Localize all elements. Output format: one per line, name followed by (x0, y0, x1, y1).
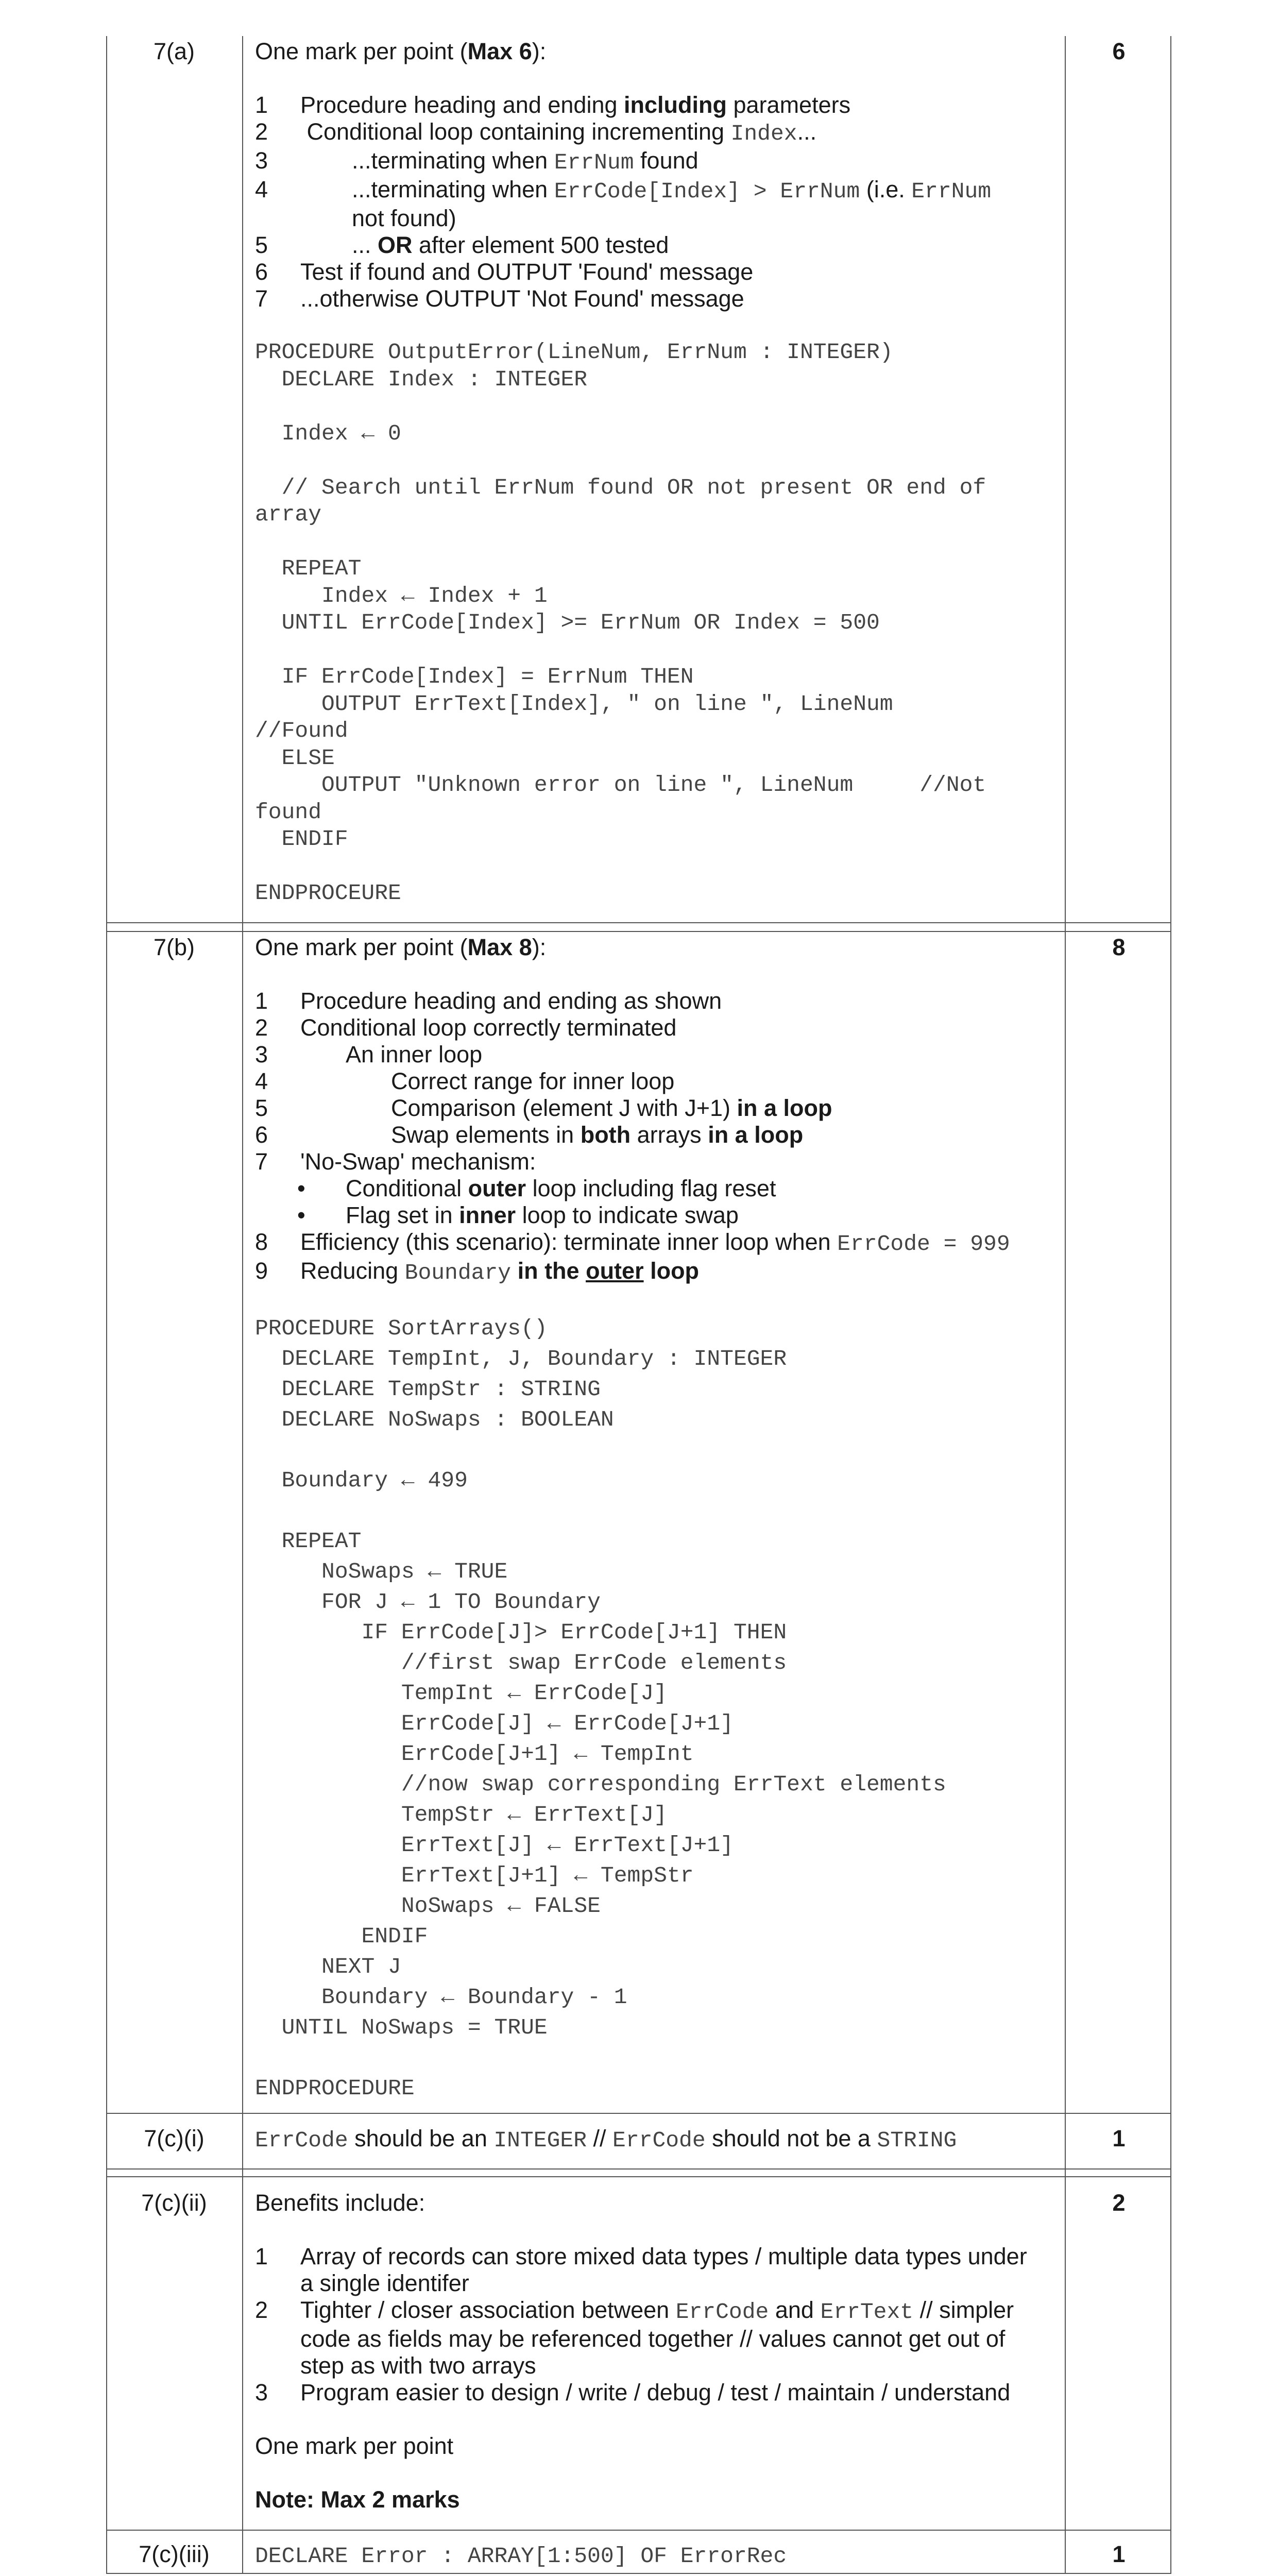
point-number: 2 (255, 118, 268, 145)
benefits-list (255, 2243, 1038, 2406)
question-label-7cii: 7(c)(ii) (141, 2190, 207, 2216)
marking-point (255, 232, 1038, 259)
intro-suffix: ): (532, 38, 547, 64)
point-text: Conditional loop containing incrementing (300, 118, 731, 145)
marking-point (255, 988, 1038, 1014)
table-right-border (1170, 36, 1171, 2574)
table-bottom-border (106, 2573, 1171, 2574)
point-text: after element 500 tested (412, 232, 669, 258)
point-text: Comparison (element J with J+1) (391, 1095, 737, 1121)
point-emphasis: in a loop (708, 1122, 804, 1148)
table-col-divider-2 (1065, 36, 1066, 2574)
point-emphasis: OR (378, 232, 413, 258)
answer-cell-7a (255, 38, 1038, 907)
row-divider-7a-7b-bottom (106, 931, 1171, 932)
point-number: 1 (255, 988, 268, 1014)
point-text: Program easier to design / write / debug / test / maintain / understand (300, 2379, 1011, 2405)
marking-point (255, 92, 1038, 118)
point-text: An inner loop (346, 1041, 483, 1067)
point-number: 4 (255, 1068, 268, 1094)
point-number: 5 (255, 1095, 268, 1121)
point-number: 1 (255, 92, 268, 118)
marking-point (255, 1148, 1038, 1175)
marks-7cii: 2 (1112, 2190, 1126, 2216)
point-number: 5 (255, 232, 268, 258)
answer-cell-7cii (255, 2190, 1038, 2513)
point-number: 2 (255, 2297, 268, 2323)
point-number: 3 (255, 2379, 268, 2405)
point-code: ErrNum (911, 179, 992, 204)
row-divider-7ci-7cii-bottom (106, 2176, 1171, 2177)
point-emphasis: outer (586, 1258, 644, 1284)
point-number: 1 (255, 2243, 268, 2269)
max-marks-note: Note: Max 2 marks (255, 2486, 460, 2513)
question-label-7ciii: 7(c)(iii) (139, 2541, 210, 2567)
mark-scheme-intro (255, 38, 1038, 65)
answer-text: should not be a (705, 2125, 877, 2151)
row-divider-7a-7b-top (106, 922, 1171, 923)
benefit-item (255, 2297, 1038, 2379)
intro-text: One mark per point ( (255, 934, 468, 960)
point-number: 3 (255, 1041, 268, 1067)
point-text: Conditional loop correctly terminated (300, 1014, 677, 1041)
answer-code: INTEGER (493, 2128, 587, 2153)
point-number: 9 (255, 1258, 268, 1284)
point-text: Flag set in (346, 1202, 459, 1228)
point-text: (i.e. (860, 176, 912, 202)
marking-point (255, 1068, 1038, 1095)
point-emphasis: inner (459, 1202, 516, 1228)
point-text: 'No-Swap' mechanism: (300, 1148, 536, 1175)
pseudocode-output-error: PROCEDURE OutputError(LineNum, ErrNum : INTEGER) DECLARE Index : INTEGER Index ← 0 // Search until ErrNum found OR not present OR end of array REPEAT Index ← Index + 1 UNTIL ErrCode[Index] >= ErrNum OR Index = 500 IF ErrCode[Index] = ErrNum THEN OUTPUT ErrText[Index], " on line ", LineNum //Found ELSE OUTPUT "Unknown error on line ", LineNum //Not found ENDIF ENDPROCEURE (255, 340, 986, 906)
point-text: arrays (631, 1122, 708, 1148)
pseudocode-sort-arrays: PROCEDURE SortArrays() DECLARE TempInt, J, Boundary : INTEGER DECLARE TempStr : STRING DECLARE NoSwaps : BOOLEAN Boundary ← 499 REPEAT NoSwaps ← TRUE FOR J ← 1 TO Boundary IF ErrCode[J]> ErrCode[J+1] THEN //first swap ErrCode elements TempInt ← ErrCode[J] ErrCode[J] ← ErrCode[J+1] ErrCode[J+1] ← TempInt //now swap corresponding ErrText elements TempStr ← ErrText[J] ErrText[J] ← ErrText[J+1] ErrText[J+1] ← TempStr NoSwaps ← FALSE ENDIF NEXT J Boundary ← Boundary - 1 UNTIL NoSwaps = TRUE ENDPROCEDURE (255, 1316, 946, 2101)
answer-text: should be an (348, 2125, 494, 2151)
point-text: Test if found and OUTPUT 'Found' message (300, 259, 754, 285)
marking-point (255, 1014, 1038, 1041)
point-code: ErrText (820, 2299, 914, 2325)
marking-point (255, 176, 1038, 232)
marking-point (255, 118, 1038, 147)
intro-text: One mark per point ( (255, 38, 468, 64)
bullet-item (255, 1202, 1038, 1229)
benefits-intro: Benefits include: (255, 2190, 425, 2216)
answer-code: ErrCode (612, 2128, 706, 2153)
benefit-item (255, 2243, 1038, 2297)
point-number: 6 (255, 1122, 268, 1148)
point-text: found (634, 147, 698, 174)
point-text: Efficiency (this scenario): terminate inner loop when (300, 1229, 838, 1255)
point-text: not found) (300, 205, 456, 231)
intro-suffix: ): (532, 934, 547, 960)
point-number: 4 (255, 176, 268, 202)
marking-point (255, 285, 1038, 312)
marks-7a: 6 (1112, 38, 1126, 64)
point-text: ...terminating when (300, 176, 554, 202)
answer-cell-7ciii (255, 2541, 1038, 2570)
point-number: 8 (255, 1229, 268, 1255)
marks-7ciii: 1 (1112, 2541, 1126, 2567)
point-text: Conditional (346, 1175, 468, 1201)
marking-points-7a (255, 92, 1038, 312)
answer-cell-7b (255, 934, 1038, 2104)
point-code: ErrCode (675, 2299, 769, 2325)
point-text: Tighter / closer association between (300, 2297, 676, 2323)
point-code: ErrCode[Index] > ErrNum (554, 179, 860, 204)
question-label-7a: 7(a) (153, 38, 195, 64)
marking-point (255, 1041, 1038, 1068)
point-emphasis: in the (511, 1258, 586, 1284)
point-emphasis: both (580, 1122, 631, 1148)
row-divider-7ci-7cii-top (106, 2168, 1171, 2170)
point-number: 7 (255, 1148, 268, 1175)
marking-point (255, 259, 1038, 285)
row-divider-7cii-7ciii (106, 2530, 1171, 2531)
bullet-item (255, 1175, 1038, 1202)
bullet-icon: • (297, 1175, 305, 1201)
answer-code: STRING (877, 2128, 957, 2153)
point-text: code as fields may be referenced together // values cannot get out of (300, 2326, 1006, 2352)
point-text: loop including flag reset (526, 1175, 776, 1201)
row-divider-7b-7ci (106, 2113, 1171, 2114)
benefit-item (255, 2379, 1038, 2406)
table-col-divider-1 (242, 36, 243, 2574)
point-number: 6 (255, 259, 268, 285)
point-text: parameters (727, 92, 851, 118)
declare-statement: DECLARE Error : ARRAY[1:500] OF ErrorRec (255, 2544, 787, 2569)
intro-max: Max 8 (467, 934, 532, 960)
point-text: Correct range for inner loop (391, 1068, 675, 1094)
bullet-icon: • (297, 1202, 305, 1228)
marks-7b: 8 (1112, 934, 1126, 960)
point-emphasis: including (624, 92, 727, 118)
point-text: Array of records can store mixed data types / multiple data types under (300, 2243, 1027, 2269)
point-text: ... (300, 232, 378, 258)
point-text: a single identifer (300, 2270, 469, 2296)
point-emphasis: in a loop (737, 1095, 832, 1121)
marking-point (255, 147, 1038, 176)
mark-allocation-note: One mark per point (255, 2433, 454, 2459)
point-text: ...terminating when (300, 147, 554, 174)
point-code: ErrCode = 999 (837, 1231, 1010, 1257)
marking-point (255, 1229, 1038, 1258)
answer-line (255, 2125, 1038, 2154)
point-text: ...otherwise OUTPUT 'Not Found' message (300, 285, 744, 312)
intro-max: Max 6 (467, 38, 532, 64)
point-text: Procedure heading and ending (300, 92, 624, 118)
point-number: 3 (255, 147, 268, 174)
marking-point (255, 1258, 1038, 1286)
point-text: Reducing (300, 1258, 405, 1284)
marking-point (255, 1122, 1038, 1148)
point-text: loop to indicate swap (516, 1202, 739, 1228)
point-text: ... (797, 118, 817, 145)
point-code: Boundary (404, 1260, 512, 1285)
point-text: // simpler (913, 2297, 1014, 2323)
point-text: Procedure heading and ending as shown (300, 988, 722, 1014)
question-label-7ci: 7(c)(i) (144, 2125, 205, 2151)
point-text: and (769, 2297, 821, 2323)
point-number: 7 (255, 285, 268, 312)
point-emphasis: outer (468, 1175, 526, 1201)
answer-code: ErrCode (255, 2128, 348, 2153)
marking-points-7b (255, 988, 1038, 1286)
answer-text: // (587, 2125, 613, 2151)
point-number: 2 (255, 1014, 268, 1041)
point-text: Swap elements in (391, 1122, 581, 1148)
point-emphasis: loop (643, 1258, 700, 1284)
point-code: ErrNum (554, 150, 634, 175)
marking-point (255, 1095, 1038, 1122)
mark-scheme-intro (255, 934, 1038, 961)
answer-cell-7ci (255, 2125, 1038, 2154)
point-code: Index (730, 121, 797, 146)
point-text: step as with two arrays (300, 2352, 536, 2379)
marks-7ci: 1 (1112, 2125, 1126, 2151)
question-label-7b: 7(b) (153, 934, 195, 960)
